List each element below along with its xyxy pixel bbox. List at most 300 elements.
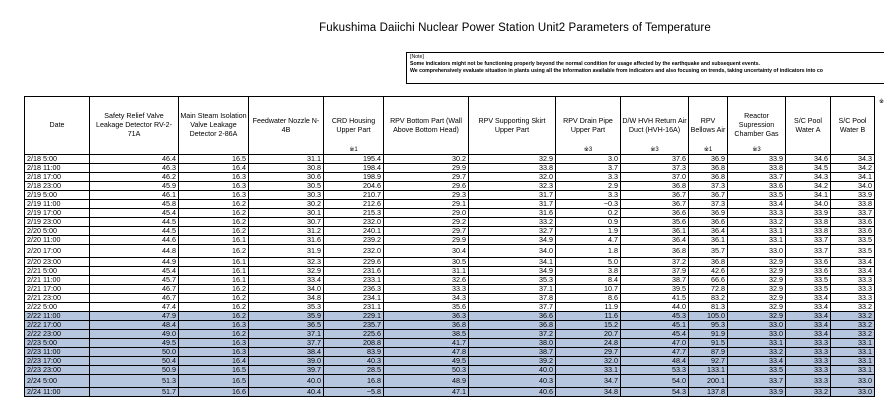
value-cell: 53.3 (621, 366, 689, 375)
value-cell: 33.1 (728, 339, 786, 348)
value-cell: 29.6 (384, 182, 469, 191)
date-cell: 2/19 17:00 (25, 209, 90, 218)
column-header-label: D/W HVH Return Air Duct (HVH-16A) (622, 116, 687, 134)
value-cell: 40.0 (469, 366, 556, 375)
value-cell: 16.2 (179, 209, 249, 218)
note-box (406, 52, 884, 84)
value-cell: 30.6 (249, 173, 324, 182)
value-cell: 47.0 (621, 339, 689, 348)
date-cell: 2/21 23:00 (25, 294, 90, 303)
value-cell: 33.4 (728, 200, 786, 209)
value-cell: 33.1 (831, 366, 875, 375)
value-cell: 20.7 (556, 330, 621, 339)
value-cell: 50.0 (90, 348, 179, 357)
value-cell: 4.7 (556, 236, 621, 245)
value-cell: 204.6 (324, 182, 384, 191)
table-row (25, 236, 875, 245)
table-row (25, 312, 875, 321)
value-cell: 37.8 (469, 294, 556, 303)
value-cell: −5.8 (324, 388, 384, 397)
value-cell: 40.4 (249, 388, 324, 397)
value-cell: 33.3 (786, 375, 831, 388)
value-cell: 38.7 (469, 348, 556, 357)
date-cell: 2/18 23:00 (25, 182, 90, 191)
value-cell: 29.3 (384, 191, 469, 200)
value-cell: 33.7 (728, 173, 786, 182)
value-cell: 30.7 (249, 218, 324, 227)
value-cell: 33.3 (831, 294, 875, 303)
value-cell: 37.3 (621, 164, 689, 173)
value-cell: 29.7 (384, 173, 469, 182)
value-cell: 45.8 (90, 200, 179, 209)
table-row (25, 191, 875, 200)
value-cell: 32.3 (469, 182, 556, 191)
value-cell: 239.2 (324, 236, 384, 245)
value-cell: 33.0 (831, 388, 875, 397)
column-header-label: RPV Bellows Air (690, 116, 726, 134)
value-cell: 33.4 (786, 330, 831, 339)
value-cell: 42.6 (689, 267, 728, 276)
value-cell: 36.1 (621, 227, 689, 236)
value-cell: 16.4 (179, 164, 249, 173)
value-cell: 33.0 (728, 321, 786, 330)
value-cell: 16.5 (179, 375, 249, 388)
value-cell: 16.1 (179, 267, 249, 276)
value-cell: 210.7 (324, 191, 384, 200)
table-row (25, 321, 875, 330)
value-cell: 215.3 (324, 209, 384, 218)
value-cell: 34.0 (469, 245, 556, 258)
value-cell: 36.9 (689, 155, 728, 164)
value-cell: 34.1 (831, 173, 875, 182)
value-cell: 51.7 (90, 388, 179, 397)
value-cell: 32.9 (728, 294, 786, 303)
value-cell: 91.9 (689, 330, 728, 339)
value-cell: 45.1 (621, 321, 689, 330)
date-cell: 2/19 11:00 (25, 200, 90, 209)
value-cell: 33.5 (786, 276, 831, 285)
value-cell: 44.5 (90, 227, 179, 236)
value-cell: 36.9 (689, 209, 728, 218)
value-cell: 34.5 (786, 164, 831, 173)
date-cell: 2/18 5:00 (25, 155, 90, 164)
value-cell: 33.3 (831, 276, 875, 285)
value-cell: 32.9 (728, 276, 786, 285)
value-cell: 33.4 (786, 303, 831, 312)
value-cell: 29.0 (384, 209, 469, 218)
date-cell: 2/23 23:00 (25, 366, 90, 375)
value-cell: 36.7 (689, 191, 728, 200)
value-cell: 34.3 (384, 294, 469, 303)
value-cell: 33.8 (786, 218, 831, 227)
value-cell: 50.9 (90, 366, 179, 375)
value-cell: 1.9 (556, 227, 621, 236)
value-cell: 16.3 (179, 173, 249, 182)
value-cell: 33.9 (831, 191, 875, 200)
value-cell: 81.3 (689, 303, 728, 312)
value-cell: 33.1 (728, 236, 786, 245)
value-cell: 16.2 (179, 285, 249, 294)
value-cell: 32.6 (384, 276, 469, 285)
value-cell: 39.0 (249, 357, 324, 366)
value-cell: 29.1 (384, 200, 469, 209)
column-header-label: Reactor Supression Chamber Gas (734, 112, 779, 138)
table-row (25, 285, 875, 294)
value-cell: 240.1 (324, 227, 384, 236)
value-cell: 49.0 (90, 330, 179, 339)
value-cell: 32.9 (728, 258, 786, 267)
value-cell: 32.9 (728, 312, 786, 321)
value-cell: 40.0 (249, 375, 324, 388)
value-cell: 33.2 (831, 312, 875, 321)
column-header-label: RPV Bottom Part (Wall Above Bottom Head) (390, 116, 462, 134)
table-row (25, 200, 875, 209)
column-header (324, 97, 384, 155)
value-cell: 45.4 (90, 267, 179, 276)
value-cell: 232.0 (324, 245, 384, 258)
value-cell: 30.1 (249, 209, 324, 218)
table-row (25, 357, 875, 366)
value-cell: 33.4 (728, 357, 786, 366)
column-header (556, 97, 621, 155)
value-cell: 30.5 (249, 182, 324, 191)
value-cell: 233.1 (324, 276, 384, 285)
column-header (831, 97, 875, 155)
value-cell: 33.1 (831, 348, 875, 357)
value-cell: 36.8 (384, 321, 469, 330)
value-cell: 46.4 (90, 155, 179, 164)
temperature-table (24, 96, 875, 397)
value-cell: 33.8 (469, 164, 556, 173)
value-cell: 33.1 (556, 366, 621, 375)
column-footnote-mark: ※1 (349, 147, 358, 153)
value-cell: 33.6 (786, 267, 831, 276)
column-footnote-mark: ※1 (703, 147, 713, 153)
value-cell: 232.0 (324, 218, 384, 227)
value-cell: 49.5 (90, 339, 179, 348)
value-cell: 92.7 (689, 357, 728, 366)
date-cell: 2/24 11:00 (25, 388, 90, 397)
date-cell: 2/20 17:00 (25, 245, 90, 258)
value-cell: 31.1 (384, 267, 469, 276)
column-header-label: S/C Pool Water A (794, 116, 822, 134)
value-cell: 33.2 (831, 303, 875, 312)
date-cell: 2/23 17:00 (25, 357, 90, 366)
column-footnote-mark: ※3 (650, 147, 659, 153)
value-cell: 16.2 (179, 227, 249, 236)
value-cell: 91.5 (689, 339, 728, 348)
value-cell: 36.8 (621, 182, 689, 191)
column-header (249, 97, 324, 155)
column-header-label: Main Steam Isolation Valve Leakage Detector 2-86A (180, 112, 247, 138)
value-cell: 36.4 (689, 227, 728, 236)
value-cell: 198.4 (324, 164, 384, 173)
value-cell: 30.8 (249, 164, 324, 173)
page-title: Fukushima Daiichi Nuclear Power Station Unit2 Parameters of Temperature (319, 22, 711, 34)
date-cell: 2/19 23:00 (25, 218, 90, 227)
value-cell: 34.0 (831, 182, 875, 191)
table-row (25, 276, 875, 285)
value-cell: 33.4 (786, 294, 831, 303)
value-cell: 47.1 (384, 388, 469, 397)
value-cell: 35.7 (689, 245, 728, 258)
value-cell: 16.2 (179, 200, 249, 209)
value-cell: 45.7 (90, 276, 179, 285)
value-cell: 37.2 (621, 258, 689, 267)
value-cell: 16.6 (179, 388, 249, 397)
value-cell: 33.2 (786, 388, 831, 397)
value-cell: 33.9 (728, 388, 786, 397)
value-cell: 33.6 (831, 227, 875, 236)
value-cell: 30.5 (384, 258, 469, 267)
value-cell: 32.7 (469, 227, 556, 236)
value-cell: 37.0 (621, 173, 689, 182)
value-cell: 16.3 (179, 321, 249, 330)
value-cell: 37.2 (469, 330, 556, 339)
table-row (25, 218, 875, 227)
column-header (786, 97, 831, 155)
value-cell: 34.0 (249, 285, 324, 294)
value-cell: 236.3 (324, 285, 384, 294)
value-cell: 47.9 (90, 312, 179, 321)
value-cell: 46.2 (90, 173, 179, 182)
value-cell: 16.3 (179, 348, 249, 357)
table-row (25, 209, 875, 218)
value-cell: 47.7 (621, 348, 689, 357)
column-header (25, 97, 90, 155)
value-cell: 34.1 (469, 258, 556, 267)
value-cell: 34.1 (786, 191, 831, 200)
table-row (25, 245, 875, 258)
value-cell: 37.1 (249, 330, 324, 339)
date-cell: 2/22 17:00 (25, 321, 90, 330)
value-cell: 35.9 (249, 312, 324, 321)
column-header-label: CRD Housing Upper Part (331, 116, 376, 134)
date-cell: 2/22 11:00 (25, 312, 90, 321)
note-line-1: Some indicators might not be functioning properly beyond the normal condition for usage affected by the earthquake and subsequent events. (410, 61, 760, 67)
value-cell: 31.6 (469, 209, 556, 218)
value-cell: 33.3 (786, 357, 831, 366)
value-cell: 33.5 (728, 366, 786, 375)
value-cell: 33.5 (786, 285, 831, 294)
column-header (621, 97, 689, 155)
value-cell: 50.4 (90, 357, 179, 366)
value-cell: 46.3 (90, 164, 179, 173)
value-cell: 33.5 (728, 191, 786, 200)
value-cell: 48.9 (384, 375, 469, 388)
value-cell: 33.8 (728, 164, 786, 173)
value-cell: 16.1 (179, 276, 249, 285)
value-cell: 51.3 (90, 375, 179, 388)
value-cell: 40.3 (324, 357, 384, 366)
value-cell: 34.9 (469, 267, 556, 276)
value-cell: 45.3 (621, 312, 689, 321)
value-cell: 36.6 (621, 209, 689, 218)
column-header-label: Safety Relief Valve Leakage Detector RV-2-71A (96, 112, 172, 138)
value-cell: 33.5 (831, 245, 875, 258)
value-cell: 225.6 (324, 330, 384, 339)
value-cell: 37.1 (469, 285, 556, 294)
value-cell: 33.3 (786, 366, 831, 375)
value-cell: 28.5 (324, 366, 384, 375)
table-row (25, 258, 875, 267)
value-cell: 16.3 (179, 339, 249, 348)
column-header-label: Date (49, 121, 65, 129)
table-row (25, 375, 875, 388)
value-cell: 39.2 (469, 357, 556, 366)
value-cell: 29.9 (384, 236, 469, 245)
date-cell: 2/20 23:00 (25, 258, 90, 267)
value-cell: 200.1 (689, 375, 728, 388)
column-header-label: Feedwater Nozzle N-4B (252, 116, 320, 134)
value-cell: 32.3 (249, 258, 324, 267)
value-cell: 37.6 (621, 155, 689, 164)
value-cell: 133.1 (689, 366, 728, 375)
table-row (25, 348, 875, 357)
value-cell: 33.7 (831, 209, 875, 218)
date-cell: 2/23 5:00 (25, 339, 90, 348)
value-cell: 8.6 (556, 294, 621, 303)
value-cell: 33.1 (831, 357, 875, 366)
column-header-label: RPV Supporting Skirt Upper Part (478, 116, 546, 134)
value-cell: 33.8 (831, 200, 875, 209)
value-cell: 32.9 (469, 155, 556, 164)
value-cell: 31.7 (469, 191, 556, 200)
value-cell: 29.7 (384, 227, 469, 236)
value-cell: 3.3 (556, 173, 621, 182)
value-cell: 45.4 (90, 209, 179, 218)
value-cell: 31.7 (469, 200, 556, 209)
value-cell: 16.3 (179, 182, 249, 191)
value-cell: 36.6 (689, 218, 728, 227)
value-cell: 34.2 (786, 182, 831, 191)
value-cell: 33.3 (384, 285, 469, 294)
value-cell: 3.3 (556, 191, 621, 200)
value-cell: 30.2 (249, 200, 324, 209)
value-cell: 36.3 (384, 312, 469, 321)
value-cell: 5.0 (556, 258, 621, 267)
value-cell: 48.4 (90, 321, 179, 330)
value-cell: 45.9 (90, 182, 179, 191)
value-cell: 34.8 (249, 294, 324, 303)
column-header (689, 97, 728, 155)
value-cell: 235.7 (324, 321, 384, 330)
value-cell: 33.7 (786, 236, 831, 245)
table-row (25, 303, 875, 312)
table-row (25, 267, 875, 276)
value-cell: 87.9 (689, 348, 728, 357)
value-cell: 38.7 (621, 276, 689, 285)
value-cell: 36.7 (621, 200, 689, 209)
value-cell: 105.0 (689, 312, 728, 321)
column-header (179, 97, 249, 155)
column-header (469, 97, 556, 155)
value-cell: 33.2 (831, 321, 875, 330)
value-cell: 72.8 (689, 285, 728, 294)
value-cell: 35.3 (469, 276, 556, 285)
value-cell: 33.3 (786, 339, 831, 348)
date-cell: 2/20 5:00 (25, 227, 90, 236)
value-cell: 34.7 (556, 375, 621, 388)
value-cell: 33.6 (786, 258, 831, 267)
column-header (384, 97, 469, 155)
value-cell: 33.4 (786, 321, 831, 330)
column-header (728, 97, 786, 155)
value-cell: 35.6 (384, 303, 469, 312)
value-cell: 34.3 (786, 173, 831, 182)
value-cell: 31.1 (249, 155, 324, 164)
value-cell: 46.7 (90, 285, 179, 294)
value-cell: 0.9 (556, 218, 621, 227)
value-cell: 3.7 (556, 164, 621, 173)
date-cell: 2/23 11:00 (25, 348, 90, 357)
value-cell: 33.4 (786, 312, 831, 321)
value-cell: 33.8 (786, 227, 831, 236)
value-cell: 33.6 (728, 182, 786, 191)
header-row (25, 97, 875, 155)
value-cell: 47.8 (384, 348, 469, 357)
value-cell: 15.2 (556, 321, 621, 330)
value-cell: 229.6 (324, 258, 384, 267)
value-cell: 36.4 (621, 236, 689, 245)
table-row (25, 294, 875, 303)
value-cell: 16.2 (179, 330, 249, 339)
value-cell: 234.1 (324, 294, 384, 303)
value-cell: 34.8 (556, 388, 621, 397)
value-cell: 33.0 (728, 330, 786, 339)
value-cell: 198.9 (324, 173, 384, 182)
value-cell: 229.1 (324, 312, 384, 321)
date-cell: 2/22 23:00 (25, 330, 90, 339)
table-row (25, 330, 875, 339)
value-cell: 34.3 (831, 155, 875, 164)
value-cell: 54.3 (621, 388, 689, 397)
value-cell: 16.2 (179, 245, 249, 258)
value-cell: 31.9 (249, 245, 324, 258)
value-cell: 44.0 (621, 303, 689, 312)
value-cell: 212.6 (324, 200, 384, 209)
value-cell: 38.5 (384, 330, 469, 339)
date-cell: 2/21 11:00 (25, 276, 90, 285)
value-cell: 16.4 (179, 357, 249, 366)
value-cell: 40.6 (469, 388, 556, 397)
value-cell: 41.7 (384, 339, 469, 348)
date-cell: 2/24 5:00 (25, 375, 90, 388)
value-cell: 46.1 (90, 191, 179, 200)
value-cell: 44.8 (90, 245, 179, 258)
value-cell: 39.7 (249, 366, 324, 375)
value-cell: 32.9 (728, 285, 786, 294)
value-cell: 33.7 (728, 375, 786, 388)
value-cell: 34.0 (786, 200, 831, 209)
date-cell: 2/18 17:00 (25, 173, 90, 182)
column-header (90, 97, 179, 155)
value-cell: 36.8 (621, 245, 689, 258)
table-row (25, 388, 875, 397)
date-cell: 2/19 5:00 (25, 191, 90, 200)
value-cell: 33.1 (728, 227, 786, 236)
value-cell: 33.9 (728, 155, 786, 164)
value-cell: 36.6 (469, 312, 556, 321)
value-cell: 32.9 (249, 267, 324, 276)
value-cell: 2.9 (556, 182, 621, 191)
table-row (25, 182, 875, 191)
table-row (25, 227, 875, 236)
value-cell: 16.2 (179, 303, 249, 312)
value-cell: 33.4 (831, 258, 875, 267)
value-cell: 16.2 (179, 218, 249, 227)
value-cell: 33.2 (831, 330, 875, 339)
